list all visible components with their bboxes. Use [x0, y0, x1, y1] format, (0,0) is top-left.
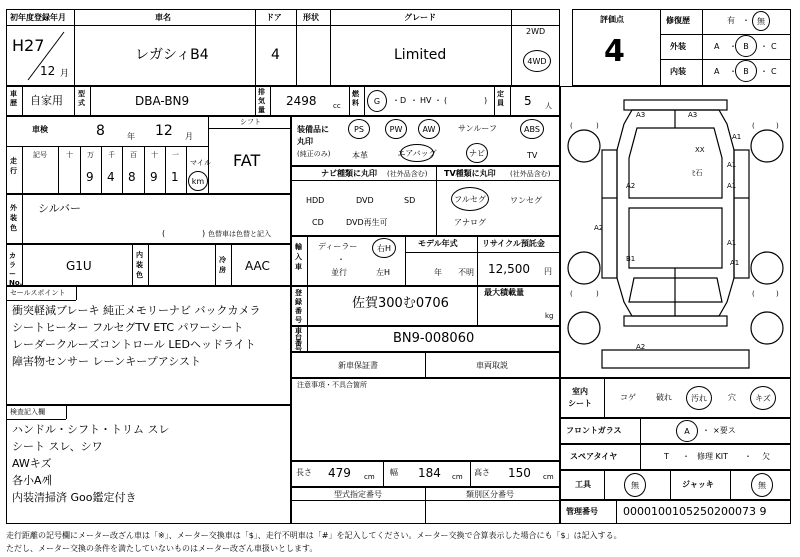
digit-label-6: 一 — [172, 151, 179, 159]
damage-mark-13: A2 — [636, 343, 646, 351]
spare-kit: 修理 KIT — [697, 452, 729, 461]
reg-month-unit: 月 — [60, 69, 70, 79]
damage-mark-9: A2 — [594, 224, 604, 232]
model-value: DBA-BN9 — [135, 94, 190, 108]
color-note-close: ) — [202, 229, 206, 238]
navi-cd: CD — [312, 218, 324, 227]
damage-mark-8: A1 — [727, 182, 737, 190]
jack-value: 無 — [751, 473, 773, 497]
inspector-line-4: 各小A께 — [12, 474, 53, 487]
reg-year-label: 初年度登録年月 — [10, 13, 66, 22]
mileage-unit-km-circle — [188, 171, 208, 191]
auction-sheet: 初年度登録年月 H27 12 月 車名 レガシィB4 ドア 4 形状 グレード Limited 2WD 4WD 評価点 4 修復歴 有 ・ 無 外装 A ・ B ・ C 内装 A ・ B ・ C 車歴 自家用 型式 DBA-BN9 排気量 2498 cc 燃料 G ・ D ・ HV ・ ( ) 定員 5 人 車検 8 年 12 月 シフト FAT 走行 記号 十 万 千 百 十 一 9 4 8 9 1 マイル km 外装色 シルバー ( ) 色替車は色替と記入 カラーNo. G1U 内装色 冷房 AAC セールスポイント 衝突軽減ブレーキ 純正メモリーナビ バックカメラ シートヒーター フルセグTV ETC パワーシート レーダークルーズコントロール LEDヘッドライト 障害物センサー レーンキープアシスト 検査記入欄 ハンドル・シフト・トリム スレ シート スレ、シワ AWキズ 各小A께 内装清掃済 Goo鑑定付き 装備品に 丸印 (純正のみ) PS PW AW サンルーフ ABS 本革 エアバッグ ナビ TV ナビ種類に丸印 (社外品含む) TV種類に丸印 (社外品含む) HDD DVD SD CD DVD再生可 フルセグ ワンセグ アナログ 輸入車 ディーラー ・ 並行 右H 左H モデル年式 年 不明 リサイクル預託金 12,500 円 登録番号 佐賀300む0706 最大積載量 kg 車台番号 BN9-008060 新車保証書 車両取説 注意事項・不具合箇所 長さ 479 cm 幅 184 cm 高さ 150 cm 型式指定番号 類別区分番号 ( ) ( ) ( ) ( ) A3 A3 A1 XX A1 A2 ﾋ石 A1 A2 B1 A1 A1 A2 室内 シート コゲ 破れ 汚れ 穴 キズ フロントガラス A ・ ×要ス スペアタイヤ T ・ 修理 KIT ・ 欠 工具 無 ジャッキ 無 管理番号 0000100105250200073 9 走行距離の記号欄にメーター改ざん車は「※」、メーター交換車は「$」、走行不明車は「#」を記入してください。メーター交換で合算表示した場合にも「$」は記入する。 ただし、メーター交換の条件を満たしていないものはメーター改ざん車扱いとします。 — [0, 0, 800, 557]
interior-grade-b-circle — [735, 60, 757, 82]
inspection-year: 8 — [96, 123, 105, 139]
import-dot: ・ — [337, 255, 345, 264]
tv-analog: アナログ — [454, 218, 486, 227]
fuel-g-circle — [367, 90, 387, 112]
spare-label: スペアタイヤ — [570, 452, 618, 461]
navi-label: ナビ種類に丸印 — [321, 169, 377, 178]
footer-line-2: ただし、メーター交換の条件を満たしていないものはメーター改ざん車扱いとします。 — [6, 544, 318, 553]
seat-stain: 汚れ — [686, 386, 712, 410]
inspector-label: 検査記入欄 — [10, 408, 45, 416]
drive-4wd-circle — [523, 50, 551, 72]
sales-point-line-4: 障害物センサー レーンキープアシスト — [12, 355, 201, 368]
era-year: H27 — [12, 36, 45, 55]
ext-color-value: シルバー — [38, 202, 81, 215]
model-year-unknown: 不明 — [458, 268, 474, 277]
score-label: 評価点 — [600, 15, 624, 24]
equip-leather: 本革 — [352, 151, 368, 160]
mgmt-value: 0000100105250200073 9 — [623, 505, 767, 518]
repair-none: 無 — [757, 16, 765, 26]
capacity-value: 5 — [524, 94, 532, 108]
drive-4wd: 4WD — [527, 56, 547, 66]
tools-label: 工具 — [575, 480, 591, 489]
svg-text:): ) — [596, 290, 599, 298]
equip-ps: PS — [348, 119, 370, 139]
digit-label-2: 万 — [87, 151, 94, 159]
windshield-label: フロントガラス — [566, 426, 622, 435]
exterior-grade-b-circle — [735, 35, 757, 57]
equip-tv: TV — [527, 151, 538, 160]
doors: 4 — [271, 47, 280, 63]
exterior-grade-c: C — [771, 42, 777, 51]
chassis-value: BN9-008060 — [393, 331, 475, 346]
color-note-open: ( — [162, 229, 166, 238]
tv-oneseg: ワンセグ — [510, 196, 542, 205]
repair-yes: 有 — [727, 16, 735, 25]
navi-hdd: HDD — [306, 196, 325, 205]
door-label: ドア — [266, 13, 282, 22]
reg-number-value: 佐賀300む0706 — [352, 296, 449, 311]
recycle-value: 12,500 — [488, 262, 530, 276]
repair-label: 修復歴 — [666, 16, 690, 25]
exterior-grade-a: A — [714, 42, 720, 51]
import-left-hand: 左H — [376, 268, 391, 277]
chassis-label: 車台番号 — [295, 327, 302, 353]
footer-line-1: 走行距離の記号欄にメーター改ざん車は「※」、メーター交換車は「$」、走行不明車は「#」を記入してください。メーター交換で合算表示した場合にも「$」は記入する。 — [6, 531, 622, 540]
svg-text:(: ( — [570, 122, 573, 130]
mileage-label: 走行 — [10, 157, 17, 175]
interior-grade-a: A — [714, 67, 720, 76]
tv-label: TV種類に丸印 — [444, 169, 496, 178]
seat-hole: 穴 — [728, 393, 736, 402]
model-year-unit: 年 — [434, 268, 442, 277]
length-unit: cm — [364, 473, 375, 481]
interior-seat-label-2: シート — [568, 399, 592, 408]
displacement-value: 2498 — [286, 94, 317, 108]
height-unit: cm — [543, 473, 554, 481]
color-note: 色替車は色替と記入 — [208, 230, 271, 238]
shape-label: 形状 — [303, 13, 319, 22]
tv-fullseg: フルセグ — [451, 187, 489, 211]
recycle-unit: 円 — [544, 267, 552, 276]
equip-navi: ナビ — [466, 143, 488, 163]
spare-dot-1: ・ — [682, 452, 690, 461]
sales-point-line-3: レーダークルーズコントロール LEDヘッドライト — [12, 338, 256, 351]
length-label: 長さ — [296, 468, 312, 477]
width-label: 幅 — [390, 468, 398, 477]
grade-label: グレード — [404, 13, 436, 22]
digit-label-1: 十 — [66, 151, 73, 159]
model-label: 型式 — [78, 90, 85, 107]
damage-mark-10: B1 — [626, 255, 636, 263]
use-value: 自家用 — [30, 94, 63, 107]
ac-value: AAC — [245, 259, 270, 273]
interior-grade-c: C — [771, 67, 777, 76]
inspector-line-3: AWキズ — [12, 457, 52, 470]
svg-text:): ) — [776, 290, 779, 298]
equipment-sub: (純正のみ) — [297, 150, 331, 158]
damage-mark-11: A1 — [727, 239, 737, 247]
capacity-unit: 人 — [545, 102, 552, 110]
displacement-label: 排気量 — [258, 88, 265, 114]
mileage-unit-mile: マイル — [190, 159, 211, 167]
svg-text:): ) — [596, 122, 599, 130]
length-value: 479 — [328, 466, 351, 480]
equip-abs: ABS — [520, 119, 544, 139]
digit-label-3: 千 — [108, 151, 115, 159]
equip-aw: AW — [418, 119, 440, 139]
seat-tear: 破れ — [656, 393, 672, 402]
digit-1: 9 — [86, 170, 94, 184]
mileage-mark-label: 記号 — [33, 151, 47, 159]
drive-2wd: 2WD — [526, 27, 546, 36]
type-number-label: 型式指定番号 — [334, 490, 382, 499]
interior-grade-b: B — [743, 66, 749, 76]
use-label: 車歴 — [10, 90, 17, 107]
fuel-g: G — [373, 96, 381, 106]
digit-3: 8 — [128, 170, 136, 184]
spare-missing: 欠 — [762, 452, 770, 461]
sales-point-line-2: シートヒーター フルセグTV ETC パワーシート — [12, 321, 244, 334]
car-name-label: 車名 — [155, 13, 171, 22]
damage-mark-7: ﾋ石 — [692, 169, 703, 177]
damage-mark-4: XX — [695, 146, 705, 154]
fuel-hv: HV — [420, 96, 432, 105]
inspection-year-unit: 年 — [127, 132, 135, 141]
damage-mark-1: A3 — [636, 111, 646, 119]
score-value: 4 — [604, 34, 625, 69]
repair-none-circle — [752, 11, 770, 31]
damage-mark-2: A3 — [688, 111, 698, 119]
car-name: レガシィB4 — [135, 47, 209, 63]
max-load-label: 最大積載量 — [484, 288, 524, 297]
inspector-line-2: シート スレ、シワ — [12, 440, 103, 453]
svg-text:): ) — [776, 122, 779, 130]
int-color-label: 内装色 — [136, 251, 143, 279]
windshield-replace: ×要ス — [713, 426, 736, 435]
displacement-unit: cc — [333, 102, 341, 110]
digit-2: 4 — [107, 170, 115, 184]
color-no-label: カラーNo. — [9, 252, 23, 287]
ext-color-label: 外装色 — [10, 204, 17, 232]
exterior-grade-b: B — [743, 41, 749, 51]
interior-seat-label-1: 室内 — [572, 387, 588, 396]
recycle-label: リサイクル預託金 — [482, 239, 545, 248]
inspection-month: 12 — [155, 123, 173, 139]
tools-value: 無 — [624, 473, 646, 497]
max-load-unit: kg — [545, 312, 554, 320]
mileage-unit-km: km — [191, 176, 205, 186]
tv-sub: (社外品含む) — [510, 170, 551, 178]
damage-mark-3: A1 — [732, 133, 742, 141]
shift-label: シフト — [240, 118, 261, 126]
reg-number-label: 登録番号 — [295, 289, 302, 324]
fuel-d: D — [400, 96, 407, 105]
model-year-label: モデル年式 — [418, 239, 458, 248]
width-unit: cm — [452, 473, 463, 481]
digit-label-4: 百 — [130, 151, 137, 159]
grade: Limited — [394, 47, 447, 63]
car-damage-diagram — [562, 88, 789, 376]
navi-dvd: DVD — [356, 196, 374, 205]
inspection-label: 車検 — [32, 125, 48, 134]
mgmt-label: 管理番号 — [566, 507, 598, 516]
shift-value: FAT — [233, 151, 261, 170]
svg-text:(: ( — [570, 290, 573, 298]
damage-mark-5: A1 — [727, 161, 737, 169]
exterior-label: 外装 — [670, 42, 686, 51]
fuel-label: 燃料 — [352, 90, 359, 107]
fuel-paren-close: ) — [484, 96, 488, 105]
inspector-line-5: 内装清掃済 Goo鑑定付き — [12, 491, 137, 504]
equipment-label-2: 丸印 — [297, 137, 313, 146]
interior-label: 内装 — [670, 67, 686, 76]
notes-box — [291, 378, 560, 461]
equip-airbag: エアバッグ — [400, 144, 434, 162]
svg-text:(: ( — [752, 122, 755, 130]
height-label: 高さ — [474, 468, 490, 477]
import-parallel: 並行 — [331, 268, 347, 277]
navi-sub: (社外品含む) — [387, 170, 428, 178]
color-no-value: G1U — [66, 259, 92, 273]
inspector-line-1: ハンドル・シフト・トリム スレ — [12, 423, 170, 436]
import-label: 輸入車 — [295, 243, 302, 271]
damage-mark-6: A2 — [626, 182, 636, 190]
height-value: 150 — [508, 466, 531, 480]
windshield-a: A — [676, 420, 698, 442]
sales-points-label: セールスポイント — [10, 289, 66, 297]
svg-text:(: ( — [752, 290, 755, 298]
class-number-label: 類別区分番号 — [466, 490, 514, 499]
navi-dvd-play: DVD再生可 — [346, 218, 388, 227]
digit-4: 9 — [150, 170, 158, 184]
seat-scratch: キズ — [750, 386, 776, 410]
spare-dot-2: ・ — [744, 452, 752, 461]
header-box — [6, 9, 560, 86]
import-right-hand: 右H — [372, 238, 396, 258]
damage-mark-12: A1 — [730, 259, 740, 267]
navi-sd: SD — [404, 196, 416, 205]
digit-5: 1 — [171, 170, 179, 184]
notes-label: 注意事項・不具合箇所 — [297, 381, 367, 389]
equip-pw: PW — [385, 119, 407, 139]
reg-month: 12 — [40, 64, 56, 78]
equipment-label-1: 装備品に — [297, 125, 329, 134]
capacity-label: 定員 — [497, 90, 504, 107]
import-dealer: ディーラー — [318, 242, 358, 251]
warranty-label: 新車保証書 — [338, 361, 378, 370]
windshield-dot: ・ — [702, 426, 710, 435]
manual-label: 車両取説 — [476, 361, 508, 370]
fuel-paren-open: ( — [444, 96, 448, 105]
digit-label-5: 十 — [151, 151, 158, 159]
inspection-month-unit: 月 — [185, 132, 193, 141]
jack-label: ジャッキ — [682, 480, 714, 489]
width-value: 184 — [418, 466, 441, 480]
spare-t: T — [664, 452, 669, 461]
ac-label: 冷房 — [219, 256, 226, 274]
seat-burn: コゲ — [620, 393, 636, 402]
equip-sunroof: サンルーフ — [458, 124, 497, 133]
sales-point-line-1: 衝突軽減ブレーキ 純正メモリーナビ バックカメラ — [12, 304, 261, 317]
